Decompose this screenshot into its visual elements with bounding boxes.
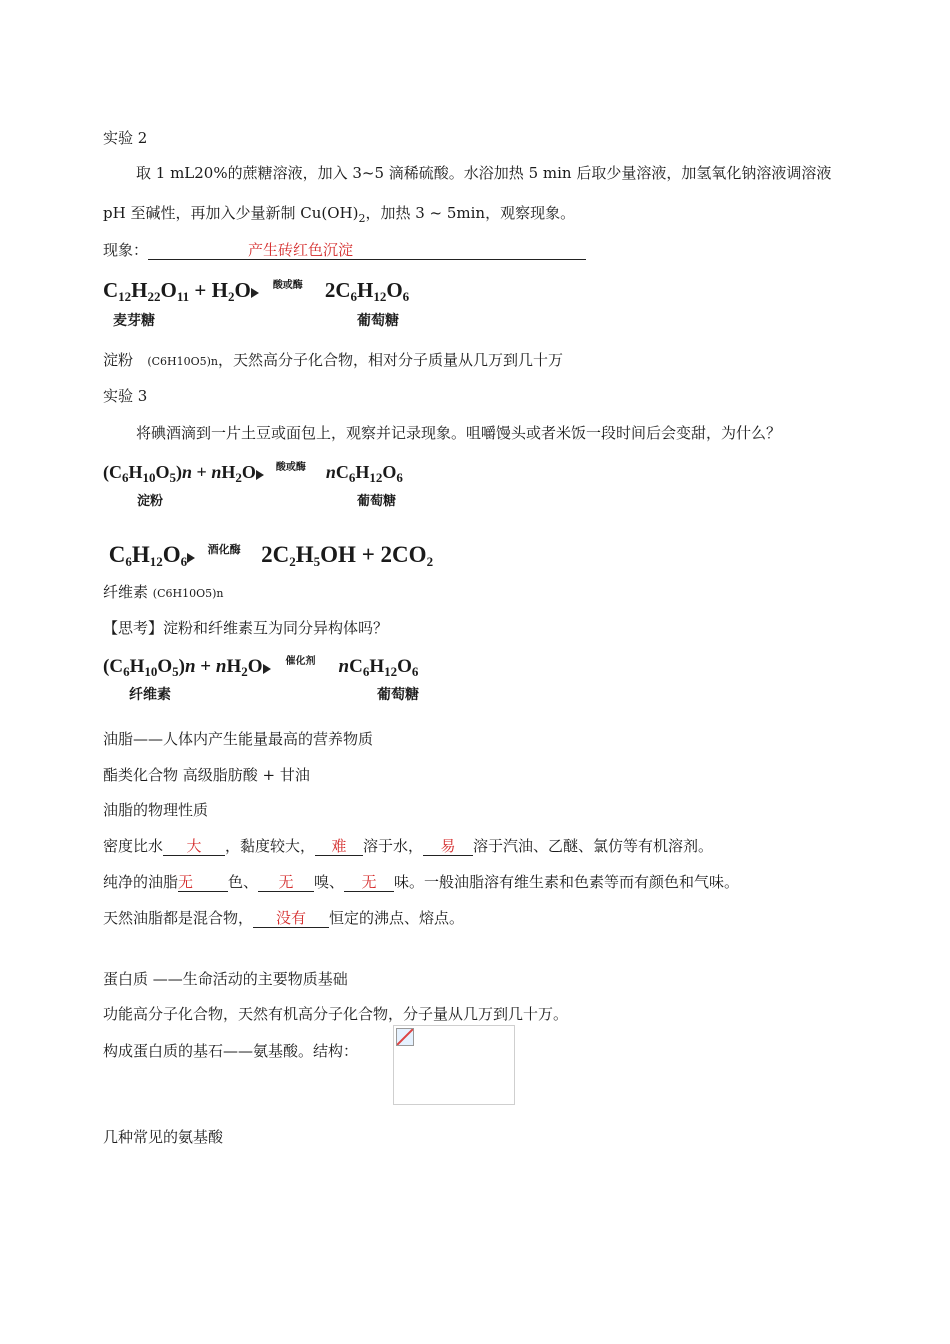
exp2-paragraph-1: 取 1 mL20%的蔗糖溶液，加入 3~5 滴稀硫酸。水浴加热 5 min 后取少量溶液，加氢氧化钠溶液调溶液	[136, 164, 832, 182]
phenomenon-answer: 产生砖红色沉淀	[248, 240, 538, 260]
fat-answer-color: 无	[178, 872, 228, 892]
protein-title: 蛋白质 ——生命活动的主要物质基础	[103, 970, 348, 988]
think-label: 【思考】	[103, 619, 164, 637]
fat-l2-text-d: 味。一般油脂溶有维生素和色素等而有颜色和气味。	[394, 873, 740, 891]
broken-image-icon	[396, 1028, 414, 1046]
fat-answer-taste: 无	[344, 872, 394, 892]
eq1-formula: $C_{12}H_{22}O_{11} + H_2O$ 酸或酶 $2C_6H_{12}O_6$	[103, 278, 410, 304]
eq2-label-starch: 淀粉	[137, 493, 164, 508]
fat-l1-text-b: ，黏度较大，	[225, 837, 316, 855]
exp2-p2-text-a: pH 至碱性，再加入少量新制 Cu(OH)	[103, 204, 359, 222]
fat-answer-density: 大	[163, 836, 225, 856]
eq4-label-glucose: 葡萄糖	[377, 688, 419, 703]
fat-l1-text-c: 溶于水，	[363, 837, 424, 855]
phenomenon-blank-lead	[148, 240, 248, 260]
fat-line-2	[103, 872, 739, 892]
eq2-label-glucose: 葡萄糖	[357, 493, 397, 508]
phenomenon-blank-tail	[538, 240, 586, 260]
starch-name: 淀粉	[103, 351, 134, 369]
eq1-label-glucose: 葡萄糖	[357, 314, 399, 329]
starch-line	[103, 350, 563, 372]
eq4-formula: $(C_6H_{10}O_5)n + nH_2O$ 催化剂 $nC_6H_{12}O_6$	[103, 656, 418, 677]
starch-desc: ，天然高分子化合物，相对分子质量从几万到几十万	[218, 351, 564, 369]
fat-l2-text-b: 色、	[228, 873, 259, 891]
exp3-text: 将碘酒滴到一片土豆或面包上，观察并记录现象。咀嚼馒头或者米饭一段时间后会变甜，为什么？	[136, 424, 782, 442]
eq1-label-maltose: 麦芽糖	[113, 314, 155, 329]
fat-l2-text-a: 纯净的油脂	[103, 873, 179, 891]
cellulose-formula: (C6H10O5)n	[152, 587, 224, 600]
exp2-title: 实验 2	[103, 129, 148, 147]
cellulose-line	[103, 582, 224, 604]
fat-answer-boiling-point: 没有	[253, 908, 329, 928]
eq4-label-cellulose: 纤维素	[129, 688, 171, 703]
eq2-condition: 酸或酶	[275, 461, 306, 473]
fat-line-1	[103, 836, 713, 856]
fat-l1-text-a: 密度比水	[103, 837, 164, 855]
fat-l3-text-a: 天然油脂都是混合物，	[103, 909, 254, 927]
exp3-title: 实验 3	[103, 387, 148, 405]
phenomenon-line	[103, 240, 586, 260]
fat-answer-smell: 无	[258, 872, 314, 892]
fat-class: 酯类化合物 高级脂肪酸 + 甘油	[103, 766, 310, 784]
eq3-formula: $C_6H_{12}O_6$ 酒化酶 $2C_2H_5OH + 2CO_2$	[103, 542, 434, 569]
fat-answer-organic-solubility: 易	[423, 836, 473, 856]
fat-l2-text-c: 嗅、	[314, 873, 345, 891]
equation-fermentation	[103, 542, 433, 570]
phenomenon-label: 现象：	[103, 241, 149, 259]
exp2-paragraph-2	[103, 203, 575, 229]
cellulose-name: 纤维素	[103, 583, 149, 601]
exp2-p2-text-b: ，加热 3 ~ 5min，观察现象。	[365, 204, 576, 222]
fat-answer-water-solubility: 难	[315, 836, 363, 856]
protein-desc: 功能高分子化合物，天然有机高分子化合物，分子量从几万到几十万。	[103, 1005, 569, 1023]
amino-acid-structure-image	[393, 1025, 515, 1105]
equation-cellulose-hydrolysis	[103, 655, 419, 703]
fat-phys-title: 油脂的物理性质	[103, 801, 209, 819]
eq1-condition: 酸或酶	[272, 280, 303, 292]
protein-amino: 构成蛋白质的基石——氨基酸。结构：	[103, 1042, 359, 1060]
fat-l1-text-d: 溶于汽油、乙醚、氯仿等有机溶剂。	[473, 837, 714, 855]
think-line	[103, 618, 388, 638]
starch-formula: (C6H10O5)n	[147, 355, 219, 368]
eq4-condition: 催化剂	[285, 655, 316, 667]
exp2-p2-sub: 2	[358, 212, 366, 225]
equation-starch-hydrolysis	[103, 461, 403, 508]
fat-l3-text-b: 恒定的沸点、熔点。	[329, 909, 465, 927]
eq2-formula: $(C_6H_{10}O_5)n + nH_2O$ 酸或酶 $nC_6H_{12}O_6$	[103, 462, 403, 482]
fat-title: 油脂——人体内产生能量最高的营养物质	[103, 730, 374, 748]
eq3-condition: 酒化酶	[207, 543, 241, 556]
protein-common-amino: 几种常见的氨基酸	[103, 1128, 224, 1146]
equation-maltose-hydrolysis	[103, 278, 410, 329]
think-text: 淀粉和纤维素互为同分异构体吗？	[163, 619, 389, 637]
fat-line-3	[103, 908, 464, 928]
